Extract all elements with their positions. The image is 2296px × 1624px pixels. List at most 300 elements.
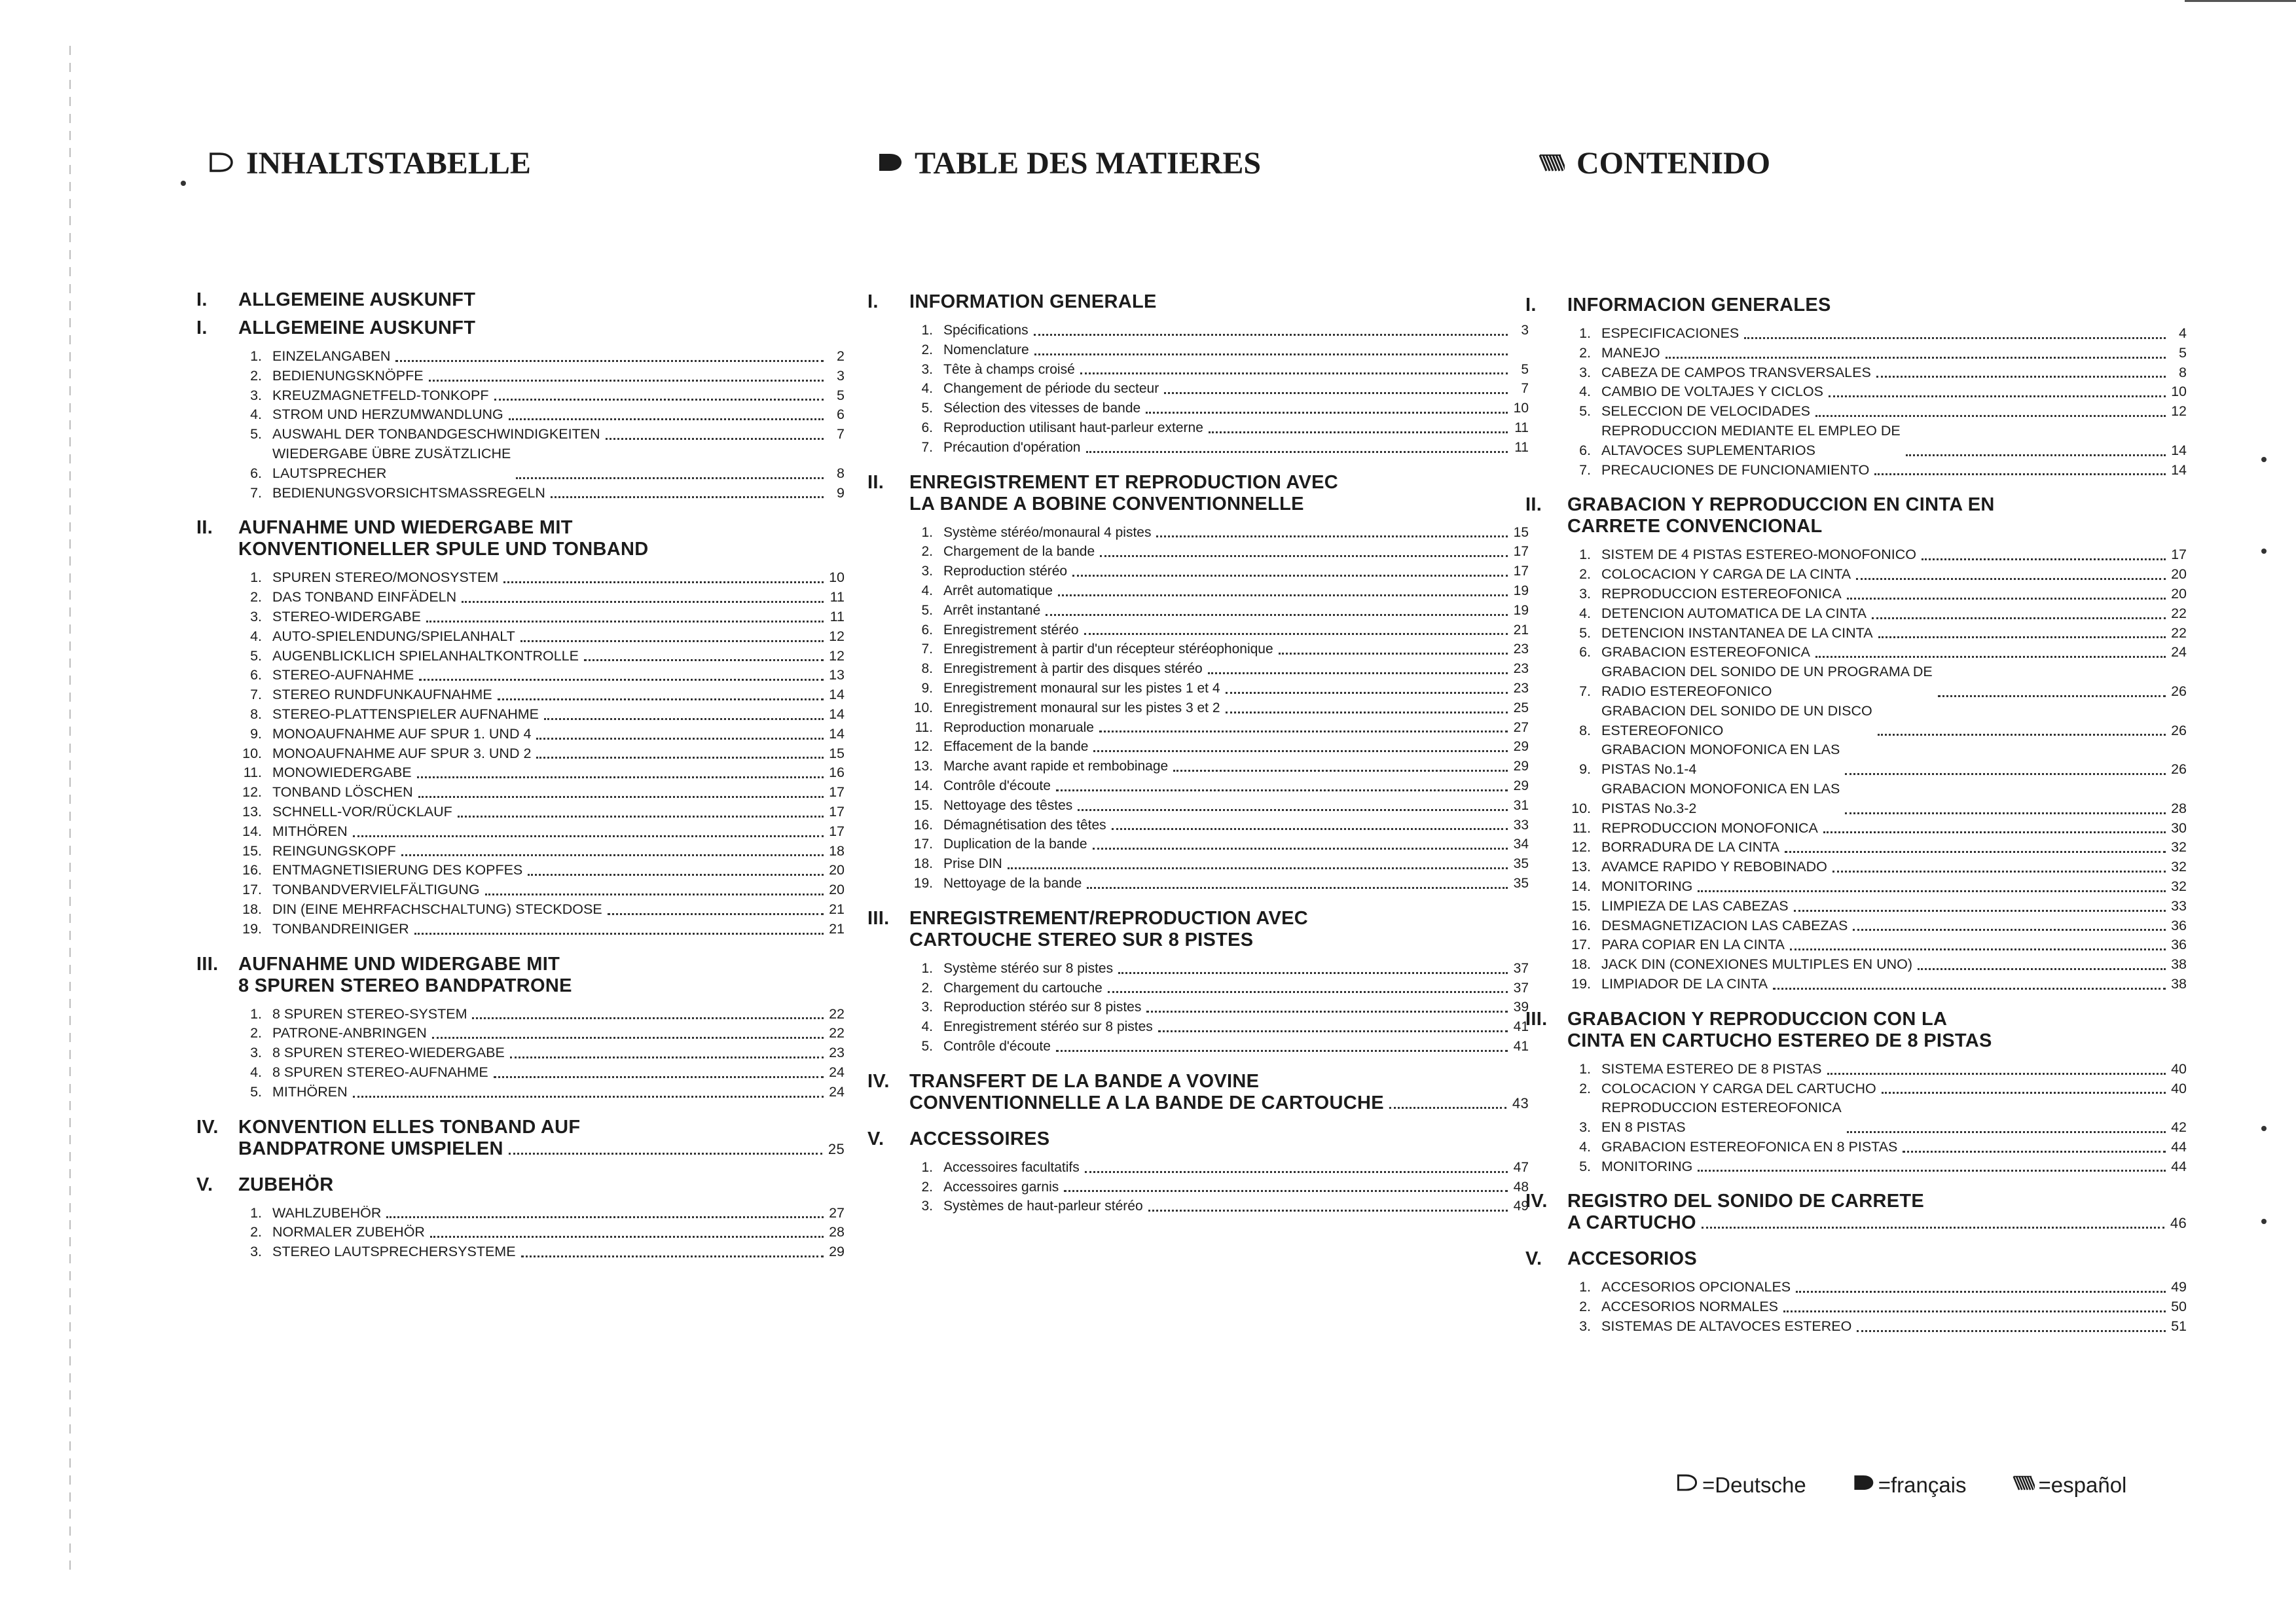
dot-leader <box>1773 988 2166 990</box>
toc-entry <box>1561 702 2187 741</box>
page-number: 47 <box>1513 1159 1529 1175</box>
entry-label: Chargement de la bande <box>943 544 1095 560</box>
dot-leader <box>1882 1092 2166 1094</box>
entry-label: SISTEM DE 4 PISTAS ESTEREO-MONOFONICO <box>1601 547 1917 563</box>
entry-label: STROM UND HERZUMWANDLUNG <box>272 406 503 423</box>
entry-number: 2. <box>250 1224 262 1240</box>
toc-section <box>196 517 845 939</box>
entry-label: Accessoires facultatifs <box>943 1159 1080 1175</box>
page-number: 21 <box>829 901 845 917</box>
entry-number: 15. <box>913 797 933 813</box>
entry-label: Duplication de la bande <box>943 837 1087 852</box>
entry-number: 12. <box>1571 839 1591 856</box>
dot-leader <box>1856 578 2166 580</box>
page-number: 7 <box>1521 381 1529 397</box>
page-number: 32 <box>2171 839 2187 856</box>
entry-label: Enregistrement stéréo <box>943 622 1079 638</box>
dot-leader <box>353 1096 824 1098</box>
page-number: 29 <box>1513 759 1529 774</box>
dot-leader <box>1796 1291 2166 1293</box>
toc-entry <box>1561 382 2187 402</box>
toc-entry <box>903 340 1529 360</box>
entry-number: 14. <box>913 778 933 793</box>
outline-d-icon <box>208 151 234 173</box>
dot-leader <box>1823 831 2166 833</box>
entry-number: 13. <box>242 803 262 820</box>
page-number: 14 <box>829 725 845 742</box>
scan-dot <box>2261 549 2267 554</box>
section-heading <box>196 1117 845 1160</box>
toc-section <box>867 472 1529 893</box>
dot-leader <box>1156 535 1508 537</box>
toc-entry <box>903 399 1529 418</box>
entry-number: 3. <box>921 361 933 377</box>
toc-entry <box>1561 604 2187 624</box>
entry-number: 5. <box>1579 403 1591 420</box>
toc-entry <box>1561 1157 2187 1177</box>
toc-entry <box>232 1024 845 1043</box>
entry-number: 7. <box>1579 461 1591 478</box>
dot-leader <box>1148 1210 1508 1212</box>
toc-entry <box>1561 877 2187 897</box>
toc-item-list <box>1525 1278 2187 1336</box>
dot-leader <box>1878 636 2166 638</box>
header-deutsch <box>208 145 531 181</box>
dot-leader <box>1034 334 1508 336</box>
toc-entry <box>1561 1297 2187 1317</box>
entry-number: 10. <box>913 700 933 715</box>
page-number: 23 <box>1513 641 1529 657</box>
toc-entry <box>1561 461 2187 480</box>
entry-label: GRABACION DEL SONIDO DE UN DISCO ESTEREOFONICO <box>1601 702 1872 738</box>
entry-label: MITHÖREN <box>272 1083 348 1100</box>
entry-label: Nettoyage de la bande <box>943 875 1082 891</box>
entry-number: 16. <box>242 862 262 878</box>
entry-number: 7. <box>250 484 262 501</box>
dot-leader <box>1084 633 1508 635</box>
entry-number: 3. <box>1579 1119 1591 1136</box>
page-number: 4 <box>2179 325 2187 341</box>
entry-label: TONBAND LÖSCHEN <box>272 784 413 801</box>
toc-entry <box>232 568 845 588</box>
dot-leader <box>536 738 824 740</box>
entry-label: BORRADURA DE LA CINTA <box>1601 839 1779 856</box>
toc-entry <box>1561 363 2187 383</box>
entry-number: 16. <box>1571 917 1591 933</box>
toc-entry <box>1561 838 2187 857</box>
toc-entry <box>232 744 845 764</box>
dot-leader <box>1064 1190 1508 1192</box>
page-number: 10 <box>829 569 845 586</box>
entry-number: 4. <box>1579 605 1591 621</box>
toc-entry <box>1561 857 2187 877</box>
entry-label: TONBANDVERVIELFÄLTIGUNG <box>272 882 480 898</box>
entry-number: 5. <box>921 401 933 416</box>
entry-label: Reproduction stéréo sur 8 pistes <box>943 1000 1142 1015</box>
entry-label: MANEJO <box>1601 344 1660 361</box>
dot-leader <box>1008 867 1508 869</box>
toc-section <box>1525 494 2187 994</box>
entry-number: 2. <box>1579 566 1591 583</box>
dot-leader <box>1226 712 1508 713</box>
toc-entry <box>903 360 1529 380</box>
header-francais <box>877 145 1261 181</box>
toc-entry <box>232 725 845 744</box>
section-title-continued: CONVENTIONNELLE A LA BANDE DE CARTOUCHE <box>909 1092 1384 1113</box>
entry-number: 11. <box>915 719 933 735</box>
toc-section <box>867 291 1529 458</box>
toc-entry <box>903 679 1529 698</box>
toc-section <box>196 289 845 503</box>
entry-number: 3. <box>250 387 262 403</box>
page-number: 49 <box>2171 1279 2187 1295</box>
dot-leader <box>1922 558 2166 560</box>
section-number: V. <box>196 1174 213 1195</box>
page-number: 29 <box>829 1244 845 1260</box>
entry-label: Nomenclature <box>943 342 1029 357</box>
page-number: 39 <box>1513 1000 1529 1015</box>
entry-number: 15. <box>1571 897 1591 914</box>
dot-leader <box>498 698 824 700</box>
section-heading <box>196 517 845 560</box>
entry-label: JACK DIN (CONEXIONES MULTIPLES EN UNO) <box>1601 956 1913 973</box>
section-title-line <box>909 1092 1529 1114</box>
page-number: 8 <box>837 465 845 481</box>
page-number: 12 <box>829 647 845 664</box>
section-heading <box>1525 1248 2187 1270</box>
entry-number: 3. <box>1579 364 1591 380</box>
section-number: III. <box>867 907 890 929</box>
page-number: 27 <box>829 1204 845 1221</box>
entry-label: Chargement du cartouche <box>943 980 1102 996</box>
toc-entry <box>903 998 1529 1017</box>
entry-number: 1. <box>250 1204 262 1221</box>
entry-label: MONOAUFNAHME AUF SPUR 3. UND 2 <box>272 745 532 761</box>
page-number: 16 <box>829 765 845 781</box>
toc-entry <box>1561 545 2187 565</box>
toc-item-list <box>196 1204 845 1262</box>
legend-espanol <box>2013 1473 2127 1498</box>
dot-leader <box>494 399 824 401</box>
entry-number: 5. <box>921 1038 933 1054</box>
dot-leader <box>1918 968 2166 970</box>
toc-entry <box>903 1197 1529 1216</box>
section-title: AUFNAHME UND WIEDERGABE MIT KONVENTIONELLER SPULE UND TONBAND <box>238 517 649 560</box>
toc-entry <box>903 979 1529 998</box>
section-heading <box>196 289 845 311</box>
toc-entry <box>1561 740 2187 780</box>
section-number: II. <box>196 517 213 539</box>
section-heading <box>196 1174 845 1196</box>
legend-deutsch-text: =Deutsche <box>1702 1473 1806 1497</box>
page-number: 23 <box>1513 680 1529 696</box>
toc-entry <box>1561 624 2187 643</box>
dot-leader <box>1112 828 1508 830</box>
section-heading <box>1525 1009 2187 1052</box>
entry-label: COLOCACION Y CARGA DEL CARTUCHO <box>1601 1080 1876 1096</box>
entry-label: COLOCACION Y CARGA DE LA CINTA <box>1601 566 1851 583</box>
entry-number: 8. <box>921 661 933 677</box>
entry-number: 5. <box>1579 1158 1591 1174</box>
section-heading <box>1525 494 2187 537</box>
toc-entry <box>903 418 1529 438</box>
entry-number: 1. <box>921 960 933 976</box>
page-number: 19 <box>1513 583 1529 598</box>
dot-leader <box>1872 617 2166 619</box>
page-number: 22 <box>2171 605 2187 621</box>
entry-label: SISTEMAS DE ALTAVOCES ESTEREO <box>1601 1318 1852 1335</box>
section-title: REGISTRO DEL SONIDO DE CARRETE <box>1567 1191 1925 1212</box>
entry-number: 13. <box>913 759 933 774</box>
page-number: 3 <box>1521 323 1529 338</box>
page-number: 43 <box>1512 1094 1529 1111</box>
toc-entry <box>1561 324 2187 344</box>
entry-number: 12. <box>913 739 933 755</box>
scan-dot <box>2261 1219 2267 1224</box>
toc-entry <box>1561 344 2187 363</box>
toc-francais <box>867 291 1529 1231</box>
entry-number: 3. <box>250 608 262 624</box>
dot-leader <box>1744 337 2166 339</box>
page-number: 29 <box>1513 778 1529 793</box>
dot-leader <box>1853 929 2166 931</box>
entry-number: 1. <box>250 569 262 586</box>
dot-leader <box>520 640 824 642</box>
page-number: 22 <box>2171 624 2187 641</box>
dot-leader <box>1086 451 1508 453</box>
section-title-continued: BANDPATRONE UMSPIELEN <box>238 1138 503 1159</box>
page-number: 35 <box>1513 856 1529 872</box>
entry-label: MONOAUFNAHME AUF SPUR 1. UND 4 <box>272 725 532 742</box>
entry-label: MONOWIEDERGABE <box>272 765 412 781</box>
toc-entry <box>1561 662 2187 702</box>
entry-number: 4. <box>1579 384 1591 400</box>
toc-item-list <box>1525 1060 2187 1177</box>
entry-number: 2. <box>250 589 262 605</box>
section-number: I. <box>196 289 208 310</box>
page-number: 46 <box>2170 1215 2187 1232</box>
page-number: 38 <box>2171 975 2187 992</box>
entry-label: Reproduction monaruale <box>943 719 1094 735</box>
dot-leader <box>1815 415 2166 417</box>
page-number: 33 <box>1513 817 1529 833</box>
page-number: 31 <box>1513 797 1529 813</box>
toc-entry <box>232 1005 845 1024</box>
entry-label: 8 SPUREN STEREO-SYSTEM <box>272 1005 467 1022</box>
toc-section <box>196 1174 845 1262</box>
toc-entry <box>232 803 845 822</box>
section-title-line <box>1567 1212 2187 1234</box>
dot-leader <box>1085 1171 1508 1173</box>
page-number: 42 <box>2171 1119 2187 1136</box>
toc-entry <box>1561 975 2187 994</box>
entry-label: PARA COPIAR EN LA CINTA <box>1601 937 1785 953</box>
entry-label: STEREO RUNDFUNKAUFNAHME <box>272 687 492 703</box>
toc-entry <box>1561 565 2187 585</box>
entry-number: 5. <box>921 602 933 618</box>
toc-entry <box>903 523 1529 543</box>
entry-label: REPRODUCCION MONOFONICA <box>1601 820 1818 836</box>
entry-number: 4. <box>921 1019 933 1035</box>
page-number: 7 <box>837 426 845 442</box>
page-number: 28 <box>829 1224 845 1240</box>
entry-label: ACCESORIOS NORMALES <box>1601 1299 1778 1315</box>
page-number: 37 <box>1513 960 1529 976</box>
entry-label: STEREO-WIDERGABE <box>272 608 421 624</box>
entry-number: 12. <box>242 784 262 801</box>
entry-number: 6. <box>250 667 262 683</box>
page-number: 24 <box>829 1083 845 1100</box>
dot-leader <box>1857 1330 2166 1332</box>
dot-leader <box>536 757 824 759</box>
section-title-continued: A CARTUCHO <box>1567 1212 1696 1234</box>
toc-entry <box>903 601 1529 621</box>
entry-number: 1. <box>250 348 262 364</box>
page-number: 8 <box>2179 364 2187 380</box>
section-heading <box>867 1128 1529 1150</box>
section-title: KONVENTION ELLES TONBAND AUF <box>238 1116 581 1138</box>
entry-label: 8 SPUREN STEREO-WIEDERGABE <box>272 1045 505 1061</box>
page-number: 48 <box>1513 1179 1529 1195</box>
entry-label: DETENCION INSTANTANEA DE LA CINTA <box>1601 624 1873 641</box>
section-number: III. <box>1525 1008 1548 1030</box>
toc-item-list <box>867 959 1529 1056</box>
page-number: 37 <box>1513 980 1529 996</box>
entry-label: GRABACION MONOFONICA EN LAS PISTAS No.3-2 <box>1601 780 1840 816</box>
toc-section <box>1525 1009 2187 1177</box>
entry-number: 2. <box>250 367 262 384</box>
entry-number: 4. <box>1579 1138 1591 1155</box>
page-number: 23 <box>1513 661 1529 677</box>
entry-label: WIEDERGABE ÜBRE ZUSÄTZLICHE LAUTSPRECHER <box>272 445 511 481</box>
entry-number: 1. <box>250 1005 262 1022</box>
dot-leader <box>1072 575 1508 577</box>
dot-leader <box>1146 412 1508 414</box>
entry-number: 2. <box>1579 1080 1591 1096</box>
toc-entry <box>1561 897 2187 916</box>
dot-leader <box>1876 376 2166 378</box>
dot-leader <box>472 1017 824 1019</box>
page-number: 12 <box>2171 403 2187 420</box>
page-number: 11 <box>1514 439 1529 455</box>
entry-label: BEDIENUNGSKNÖPFE <box>272 367 424 384</box>
dot-leader <box>429 380 824 382</box>
dot-leader <box>1279 653 1508 655</box>
page-number: 24 <box>2171 644 2187 660</box>
binding-margin-line <box>69 46 71 1578</box>
dot-leader <box>1158 1030 1508 1032</box>
language-legend <box>1676 1473 2126 1498</box>
section-title-block <box>238 1117 845 1160</box>
page-number: 20 <box>829 862 845 878</box>
toc-entry <box>903 835 1529 854</box>
toc-entry <box>903 854 1529 874</box>
toc-entry <box>1561 1060 2187 1079</box>
dot-leader <box>1046 614 1508 616</box>
page-number: 15 <box>829 745 845 761</box>
entry-label: Tête à champs croisé <box>943 361 1075 377</box>
toc-entry <box>903 757 1529 776</box>
entry-label: Précaution d'opération <box>943 439 1081 455</box>
page-number: 28 <box>2171 800 2187 816</box>
dot-leader <box>418 796 824 798</box>
toc-section <box>867 908 1529 1056</box>
toc-entry <box>232 1083 845 1102</box>
section-title: ZUBEHÖR <box>238 1174 334 1195</box>
toc-item-list <box>196 347 845 503</box>
section-title: INFORMACION GENERALES <box>1567 295 1831 316</box>
toc-entry <box>903 1158 1529 1178</box>
section-heading <box>867 1071 1529 1114</box>
toc-item-list <box>867 321 1529 458</box>
dot-leader <box>426 621 824 623</box>
dot-leader <box>1100 555 1508 557</box>
section-number: III. <box>196 953 219 975</box>
dot-leader <box>1827 1073 2166 1075</box>
dot-leader <box>386 1216 824 1218</box>
page-number: 32 <box>2171 859 2187 875</box>
page-number: 50 <box>2171 1299 2187 1315</box>
dot-leader <box>1878 734 2166 736</box>
toc-entry <box>903 581 1529 601</box>
toc-entry <box>903 718 1529 738</box>
page-number: 22 <box>829 1025 845 1041</box>
page-number: 14 <box>829 706 845 722</box>
page-number: 19 <box>1513 602 1529 618</box>
toc-entry <box>232 1242 845 1262</box>
toc-entry <box>1561 916 2187 936</box>
dot-leader <box>1829 395 2166 397</box>
entry-label: DAS TONBAND EINFÄDELN <box>272 589 457 605</box>
page-number: 30 <box>2171 820 2187 836</box>
toc-entry <box>232 367 845 386</box>
toc-entry <box>903 1017 1529 1037</box>
entry-number: 7. <box>1579 683 1591 699</box>
toc-entry <box>232 920 845 939</box>
entry-number: 6. <box>1579 644 1591 660</box>
page-number: 21 <box>829 920 845 937</box>
page-number: 49 <box>1513 1199 1529 1214</box>
page-number: 5 <box>837 387 845 403</box>
toc-entry <box>903 1178 1529 1197</box>
dot-leader <box>1108 991 1508 993</box>
page-number: 36 <box>2171 937 2187 953</box>
page-number: 40 <box>2171 1060 2187 1077</box>
dot-leader <box>1164 392 1508 394</box>
toc-entry <box>232 1063 845 1083</box>
dot-leader <box>1698 1170 2166 1172</box>
page-number: 2 <box>837 348 845 364</box>
dot-leader <box>1874 473 2166 475</box>
entry-number: 1. <box>921 524 933 540</box>
page-number: 17 <box>829 823 845 839</box>
page-number: 5 <box>1521 361 1529 377</box>
entry-number: 2. <box>921 1179 933 1195</box>
toc-entry <box>1561 1317 2187 1337</box>
entry-label: WAHLZUBEHÖR <box>272 1204 382 1221</box>
page-number: 21 <box>1513 622 1529 638</box>
toc-entry <box>1561 585 2187 604</box>
toc-entry <box>903 816 1529 835</box>
page-number: 35 <box>1513 875 1529 891</box>
entry-label: PATRONE-ANBRINGEN <box>272 1025 427 1041</box>
entry-number: 18. <box>913 856 933 872</box>
entry-label: Arrêt automatique <box>943 583 1053 598</box>
entry-number: 11. <box>243 765 262 781</box>
toc-entry <box>232 666 845 685</box>
entry-number: 6. <box>1579 442 1591 458</box>
toc-entry <box>903 562 1529 581</box>
